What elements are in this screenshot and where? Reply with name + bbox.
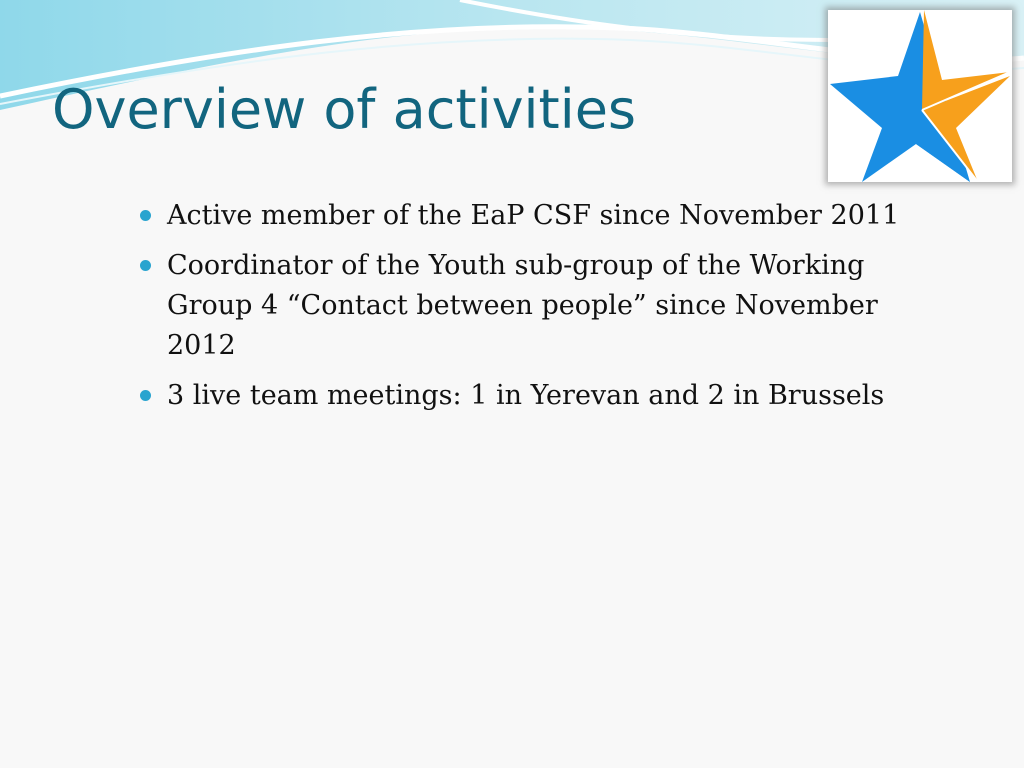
bullet-icon [140,260,151,271]
bullet-list [140,196,930,426]
list-item [140,196,930,236]
bullet-text: Active member of the EaP CSF since November 2011 [167,200,900,231]
list-item [140,376,930,416]
bullet-text: Coordinator of the Youth sub-group of the Working Group 4 “Contact between people” since November 2012 [167,250,878,361]
star-logo-icon [828,10,1012,182]
bullet-icon [140,210,151,221]
bullet-text: 3 live team meetings: 1 in Yerevan and 2 in Brussels [167,380,885,411]
slide-title: Overview of activities [52,78,637,141]
list-item [140,246,930,366]
bullet-icon [140,390,151,401]
logo [828,10,1012,182]
